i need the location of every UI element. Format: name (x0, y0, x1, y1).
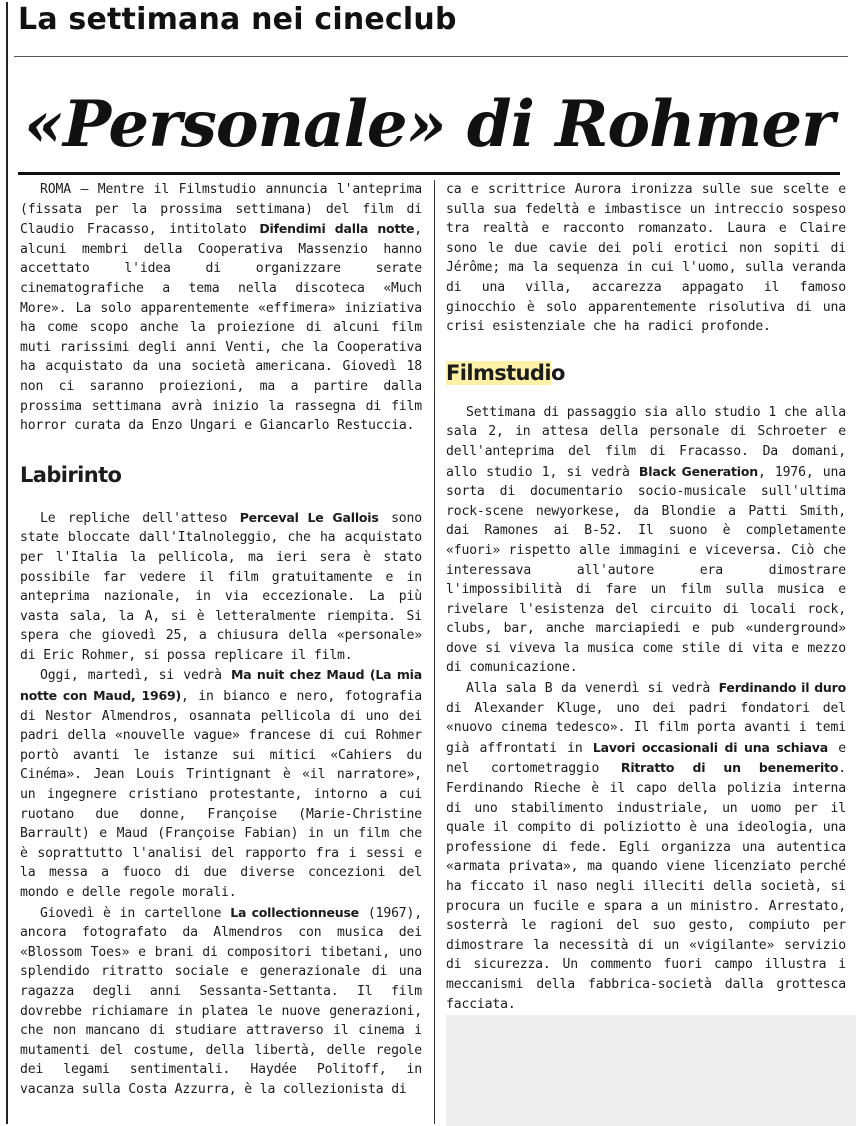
kicker-rule (14, 56, 848, 57)
film-title: Lavori occasionali di una schiava (592, 739, 828, 755)
film-title: Difendimi dalla notte (259, 221, 415, 237)
section-kicker: La settimana nei cineclub (18, 2, 457, 37)
article-headline: «Personale» di Rohmer (24, 87, 834, 162)
subhead-labirinto: Labirinto (20, 462, 122, 487)
paragraph-filmstudio-1: Settimana di passaggio sia allo studio 1 che alla sala 2, in attesa della personale di Schroeter e dell'anteprima del film di Fracasso. Da domani, allo studio 1, si vedrà Black Generation, 1976, una sorta di documentario socio-musicale sull'ultima rock-scene newyorkese, da Blondie a Patti Smith, dai Ramones ai B-52. Il suono è completamente «fuori» rispetto alle immagini e viceversa. Ciò che interessava all'autore era dimostrare l'impossibilità di fare un film sulla musica e rivelare l'esistenza del circuito di locali rock, clubs, bar, anche marciapiedi e pub «underground» dove si viveva la musica come stile di vita e mezzo di comunicazione. (446, 404, 846, 676)
blank-corner (446, 1015, 856, 1126)
paragraph-labirinto-2: Oggi, martedì, si vedrà Ma nuit chez Maud (La mia notte con Maud, 1969), in bianco e nero, fotografia di Nestor Almendros, osannata pellicola di uno dei padri della «nouvelle vague» francese di cui Rohmer portò avanti le istanze sui mitici «Cahiers du Cinéma». Jean Louis Trintignant è «il narratore», un ingegnere cristiano protestante, intorno a cui ruotano due donne, Françoise (Marie-Christine Barrault) e Maud (Françoise Fabian) in un film che è soprattutto l'analisi del rapporto fra i sessi e la messa a fuoco di due diverse concezioni del mondo e delle regole morali. (20, 667, 422, 900)
highlighted-text: Filmstudi (446, 360, 551, 385)
film-title: Ferdinando il duro (718, 680, 846, 696)
film-title: Black Generation (638, 463, 758, 479)
paragraph-labirinto-3: Giovedì è in cartellone La collectionneuse (1967), ancora fotografato da Almendros con musica dei «Blossom Toes» e brani di compositori tibetani, uno splendido ritratto sociale e generazionale di una ragazza degli anni Sessanta-Settanta. Il film dovrebbe richiamare in platea le nuove generazioni, che non mancano di studiare attraverso il cinema i mutamenti del costume, della libertà, delle regole dei legami sentimentali. Haydée Politoff, in vacanza sulla Costa Azzurra, è la collezionista di (20, 904, 422, 1097)
paragraph-labirinto-1: Le repliche dell'atteso Perceval Le Gallois sono state bloccate dall'Italnoleggio, che ha acquistato per l'Italia la pellicola, ma ieri sera è stato possibile far vedere il film gratuitamente e in anteprima nazionale, in via eccezionale. La più vasta sala, la A, si è letteralmente riempita. Si spera che giovedì 25, a chiusura della «personale» di Eric Rohmer, si possa replicare il film. (20, 509, 422, 663)
paragraph-continuation: ca e scrittrice Aurora ironizza sulle sue scelte e sulla sua fedeltà e imbastisce un intreccio sospeso tra realtà e racconto romanzato. Laura e Claire sono le due cavie dei poli erotici non sopiti di Jérôme; ma la sequenza in cui l'uomo, sulla veranda di una villa, accarezza appagato il famoso ginocchio è solo apparentemente risolutiva di una crisi esistenziale che ha radici profonde. (446, 182, 846, 335)
paragraph-filmstudio-2: Alla sala B da venerdì si vedrà Ferdinando il duro di Alexander Kluge, uno dei padri fondatori del «nuovo cinema tedesco». Il film porta avanti i temi già affrontati in Lavori occasionali di una schiava e nel cortometraggio Ritratto di un benemerito. Ferdinando Rieche è il capo della polizia interna di uno stabilimento industriale, un uomo per il quale il compito di poliziotto è una ideologia, una professione di fede. Egli organizza una autentica «armata privata», ma quando viene licenziato perché ha ficcato il naso negli illeciti della società, si procura un fucile e spara a un ministro. Arrestato, sosterrà le ragioni del suo gesto, compiuto per dimostrare la necessità di un «vigilante» servizio di sicurezza. Un commento fuori campo illustra i meccanismi della fabbrica-società dalla grottesca facciata. (446, 680, 846, 1010)
page-edge-rule (6, 2, 8, 1124)
headline-rule (18, 172, 840, 175)
left-column (20, 180, 422, 1124)
subhead-filmstudio: Filmstudio (446, 360, 565, 385)
right-column (446, 180, 846, 1010)
film-title: La collectionneuse (230, 904, 359, 920)
film-title: Ritratto di un benemerito (620, 760, 839, 776)
column-divider (434, 180, 435, 1124)
film-title: Perceval Le Gallois (239, 509, 379, 525)
film-title: Ma nuit chez Maud (La mia notte con Maud, 1969) (20, 667, 422, 704)
paragraph-intro: ROMA — Mentre il Filmstudio annuncia l'anteprima (fissata per la prossima settimana) del film di Claudio Fracasso, intitolato Difendimi dalla notte, alcuni membri della Cooperativa Massenzio hanno accettato l'idea di organizzare serate cinematografiche a tema nella discoteca «Much More». La solo apparentemente «effimera» iniziativa ha come scopo anche la proiezione di alcuni film muti rarissimi degli anni Venti, che la Cooperativa ha acquistato da una società americana. Giovedì 18 non ci saranno proiezioni, ma a partire dalla prossima settimana avrà inizio la rassegna di film horror curata da Enzo Ungari e Giancarlo Restuccia. (20, 182, 422, 434)
